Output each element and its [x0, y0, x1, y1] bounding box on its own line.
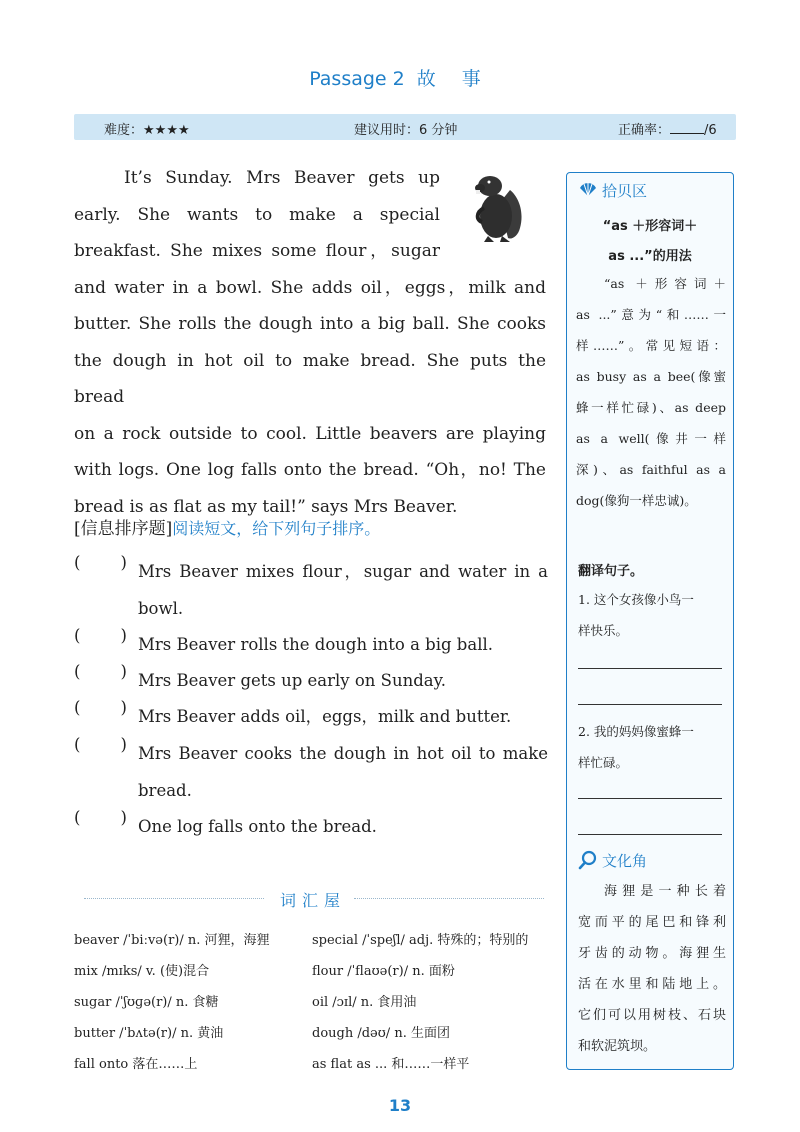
vocab-entry: as flat as ... 和……一样平 — [312, 1057, 470, 1072]
magnifier-icon — [578, 850, 598, 870]
grammar-title: “as ＋形容词＋ as ...”的用法 — [602, 219, 698, 264]
accuracy-blank[interactable] — [670, 121, 704, 134]
page-number: 13 — [388, 1096, 412, 1115]
info-bar — [74, 114, 736, 140]
task-instruction: 阅读短文，给下列句子排序。 — [172, 519, 381, 538]
passage-line: the dough in hot oil to make bread. She puts the bread — [74, 350, 546, 407]
passage-top — [74, 160, 440, 270]
vocab-entry: beaver /ˈbiːvə(r)/ n. 河狸，海狸 — [74, 933, 270, 948]
vocab-entry: mix /mɪks/ v. (使)混合 — [74, 964, 210, 979]
grammar-explanation: “as ＋形容词＋ as ...”意为“和……一 样……”。常见短语： as busy as a bee(像蜜 蜂一样忙碌)、as deep as a well(像井一样 深)、as faithful as a dog(像狗一样忠诚)。 — [576, 276, 726, 508]
divider — [354, 898, 544, 899]
vocab-left — [74, 925, 310, 1080]
passage-line: bread is as flat as my tail!” says Mrs Beaver. — [74, 496, 458, 517]
task-heading — [74, 514, 380, 539]
vocab-entry: oil /ɔɪl/ n. 食用油 — [312, 995, 417, 1010]
passage-label-cn: 故 事 — [416, 68, 491, 90]
vocab-entry: butter /ˈbʌtə(r)/ n. 黄油 — [74, 1026, 224, 1041]
passage-label: Passage 2 — [309, 68, 405, 90]
beaver-illustration — [462, 168, 536, 244]
translate-sentence-1: 1. 这个女孩像小鸟一 样快乐。 — [578, 592, 694, 638]
vocab-title: 词汇屋 — [280, 891, 347, 910]
vocab-entry: special /ˈspeʃl/ adj. 特殊的；特别的 — [312, 933, 529, 948]
answer-blank[interactable]: ( ) — [74, 553, 127, 572]
page-title — [0, 64, 800, 91]
passage-line: early. She wants to make a special — [74, 204, 440, 225]
difficulty-stars: ★★★★ — [143, 123, 190, 138]
suggested-time: 建议用时：6 分钟 — [354, 123, 458, 138]
translate-sentence-2: 2. 我的妈妈像蜜蜂一 样忙碌。 — [578, 724, 694, 770]
task-tag: [信息排序题] — [74, 519, 173, 539]
answer-line[interactable] — [578, 834, 722, 835]
passage-line: breakfast. She mixes some flour，sugar — [74, 241, 440, 261]
answer-line[interactable] — [578, 798, 722, 799]
passage-line: on a rock outside to cool. Little beavers are playing — [74, 423, 546, 444]
translate-title: 翻译句子。 — [578, 564, 644, 579]
shell-section-title: 拾贝区 — [602, 182, 648, 200]
passage-line: butter. She rolls the dough into a big ball. She cooks — [74, 314, 546, 334]
vocab-right — [312, 925, 558, 1080]
culture-section-title: 文化角 — [602, 852, 648, 870]
answer-blank[interactable]: ( ) — [74, 808, 127, 827]
answer-blank[interactable]: ( ) — [74, 662, 127, 681]
answer-line[interactable] — [578, 668, 722, 669]
answer-line[interactable] — [578, 704, 722, 705]
answer-blank[interactable]: ( ) — [74, 626, 127, 645]
answer-blank[interactable]: ( ) — [74, 735, 127, 754]
passage-line: It’s Sunday. Mrs Beaver gets up — [124, 168, 440, 188]
passage-line: and water in a bowl. She adds oil，eggs，milk and — [74, 277, 546, 298]
answer-blank[interactable]: ( ) — [74, 698, 127, 717]
passage-bottom — [74, 270, 546, 526]
vocab-entry: flour /ˈflaʊə(r)/ n. 面粉 — [312, 964, 455, 979]
vocab-entry: fall onto 落在……上 — [74, 1057, 198, 1072]
divider — [84, 898, 264, 899]
shell-icon — [578, 180, 598, 198]
passage-line: with logs. One log falls onto the bread. “Oh，no! The — [74, 460, 546, 480]
vocab-entry: sugar /ˈʃʊɡə(r)/ n. 食糖 — [74, 995, 219, 1010]
accuracy: 正确率： /6 — [618, 123, 717, 138]
vocab-entry: dough /dəʊ/ n. 生面团 — [312, 1026, 450, 1041]
culture-text: 海狸是一种长着 宽而平的尾巴和锋利 牙齿的动物。海狸生 活在水里和陆地上。 它们可以用树枝、石块 和软泥筑坝。 — [578, 884, 726, 1054]
difficulty: 难度：★★★★ — [104, 123, 190, 138]
